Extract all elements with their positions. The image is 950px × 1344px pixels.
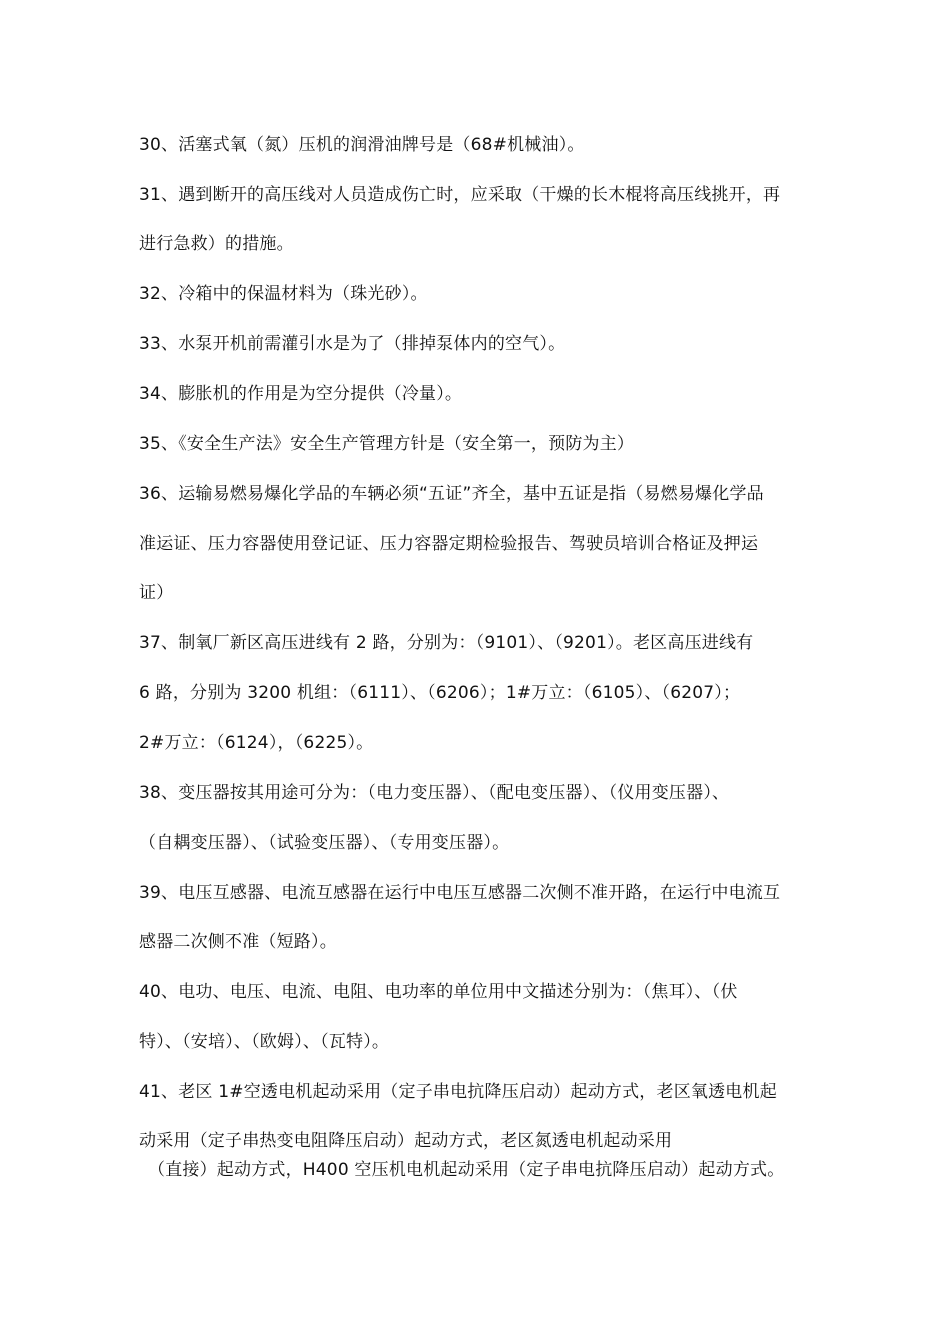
item-39-line-1: 39、电压互感器、电流互感器在运行中电压互感器二次侧不准开路，在运行中电流互 [139,883,781,903]
item-38-line-1: 38、变压器按其用途可分为：（电力变压器）、（配电变压器）、（仪用变压器）、 [139,783,730,803]
item-34-line-1: 34、膨胀机的作用是为空分提供（冷量）。 [139,384,463,404]
item-33-line-1: 33、水泵开机前需灌引水是为了（排掉泵体内的空气）。 [139,334,566,354]
item-37-line-3: 2#万立：（6124），（6225）。 [139,733,374,753]
item-40-line-1: 40、电功、电压、电流、电阻、电功率的单位用中文描述分别为：（焦耳）、（伏 [139,982,738,1002]
item-31-line-1: 31、遇到断开的高压线对人员造成伤亡时，应采取（干燥的长木棍将高压线挑开，再 [139,185,781,205]
item-37-line-1: 37、制氧厂新区高压进线有 2 路，分别为：（9101）、（9201）。老区高压进线有 [139,633,754,653]
item-37-line-2: 6 路，分别为 3200 机组：（6111）、（6206）；1#万立：（6105）、（6207）； [139,683,741,703]
item-41-line-1: 41、老区 1#空透电机起动采用（定子串电抗降压启动）起动方式，老区氧透电机起 [139,1082,777,1102]
item-30-line-1: 30、活塞式氧（氮）压机的润滑油牌号是（68#机械油）。 [139,135,585,155]
item-35-line-1: 35、《安全生产法》安全生产管理方针是（安全第一，预防为主） [139,434,635,454]
item-32-line-1: 32、冷箱中的保温材料为（珠光砂）。 [139,284,428,304]
item-31-line-2: 进行急救）的措施。 [139,234,294,254]
item-36-line-1: 36、运输易燃易爆化学品的车辆必须“五证”齐全，基中五证是指（易燃易爆化学品 [139,484,764,504]
item-41-line-2: 动采用（定子串热变电阻降压启动）起动方式，老区氮透电机起动采用 [139,1131,673,1151]
item-38-line-2: （自耦变压器）、（试验变压器）、（专用变压器）。 [139,833,510,853]
item-40-line-2: 特）、（安培）、（欧姆）、（瓦特）。 [139,1032,390,1052]
item-36-line-2: 准运证、压力容器使用登记证、压力容器定期检验报告、驾驶员培训合格证及押运 [139,534,759,554]
item-39-line-2: 感器二次侧不准（短路）。 [139,932,337,952]
item-41-line-3: （直接）起动方式，H400 空压机电机起动采用（定子串电抗降压启动）起动方式。 [148,1160,785,1180]
item-36-line-3: 证） [139,583,174,603]
